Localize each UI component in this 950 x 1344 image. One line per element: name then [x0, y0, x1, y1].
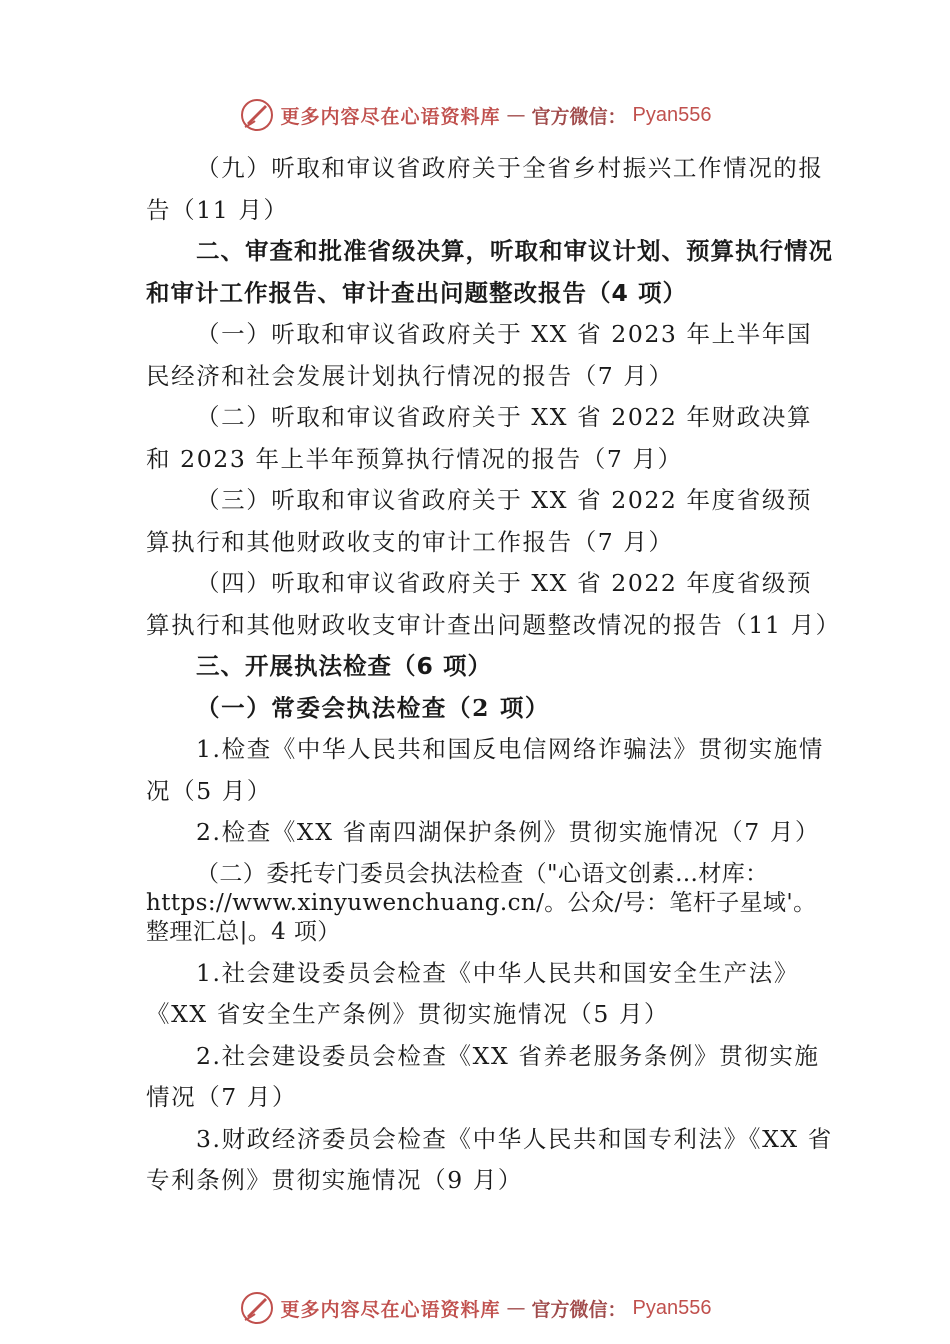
section-three-sub-two-item-2: 2.社会建设委员会检查《XX 省养老服务条例》贯彻实施情况（7 月）	[146, 1041, 820, 1111]
item-nine-paragraph: （九）听取和审议省政府关于全省乡村振兴工作情况的报告（11 月）	[146, 154, 824, 224]
banner-site-name: 更多内容尽在心语资料库	[280, 105, 501, 128]
footer-watermark-banner	[0, 1288, 950, 1328]
banner-separator: —	[506, 104, 526, 126]
section-three-heading: 三、开展执法检查（6 项）	[196, 652, 493, 680]
banner-wechat-label: 官方微信：	[531, 105, 627, 128]
section-three-sub-two-item-1: 1.社会建设委员会检查《中华人民共和国安全生产法》《XX 省安全生产条例》贯彻实施情况（5 月）	[146, 958, 799, 1028]
section-three-sub-two-heading: （二）委托专门委员会执法检查（"心语文创素…材库：https://www.xinyuwenchuang.cn/。公众/号：笔杆子星域'。整理汇总|。4 项）	[146, 860, 817, 945]
header-watermark-banner	[0, 95, 950, 135]
banner-wechat-handle: Pyan556	[632, 103, 712, 126]
banner-separator: —	[506, 1297, 526, 1319]
section-two-item-3: （三）听取和审议省政府关于 XX 省 2022 年度省级预算执行和其他财政收支的审计工作报告（7 月）	[146, 486, 813, 556]
document-body	[146, 148, 841, 1202]
section-two-item-2: （二）听取和审议省政府关于 XX 省 2022 年财政决算和 2023 年上半年预算执行情况的报告（7 月）	[146, 403, 813, 473]
brush-pen-logo-icon	[239, 1290, 275, 1326]
section-three-sub-one-item-1: 1.检查《中华人民共和国反电信网络诈骗法》贯彻实施情况（5 月）	[146, 735, 825, 805]
section-two-item-4: （四）听取和审议省政府关于 XX 省 2022 年度省级预算执行和其他财政收支审计查出问题整改情况的报告（11 月）	[146, 569, 841, 639]
section-three-sub-one-heading: （一）常委会执法检查（2 项）	[196, 693, 551, 722]
section-two-heading: 二、审查和批准省级决算，听取和审议计划、预算执行情况和审计工作报告、审计查出问题整改报告（4 项）	[146, 237, 833, 307]
banner-site-name: 更多内容尽在心语资料库	[280, 1298, 501, 1321]
section-three-sub-one-item-2: 2.检查《XX 省南四湖保护条例》贯彻实施情况（7 月）	[196, 818, 821, 846]
section-two-item-1: （一）听取和审议省政府关于 XX 省 2023 年上半年国民经济和社会发展计划执行情况的报告（7 月）	[146, 320, 813, 390]
banner-wechat-label: 官方微信：	[531, 1298, 627, 1321]
section-three-sub-two-item-3: 3.财政经济委员会检查《中华人民共和国专利法》《XX 省专利条例》贯彻实施情况（9 月）	[146, 1124, 833, 1194]
brush-pen-logo-icon	[239, 97, 275, 133]
banner-wechat-handle: Pyan556	[632, 1296, 712, 1319]
